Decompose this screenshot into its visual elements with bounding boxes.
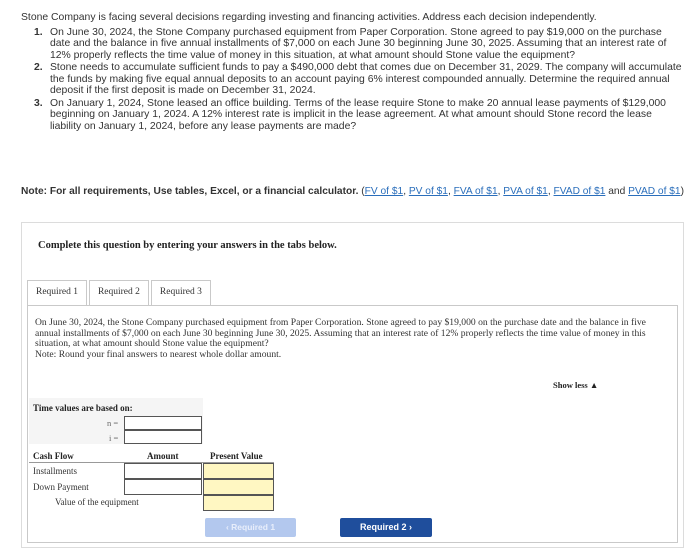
tab-required-2[interactable]: Required 2	[89, 280, 149, 305]
requirement-number: 2.	[34, 62, 43, 73]
requirement-text: Stone needs to accumulate sufficient funds to pay a $490,000 debt that comes due on December 31, 2029. The company will accumulate the funds by making five equal annual deposits to an account paying 6% interest compounded annually. Determine the required annual deposit if the first deposit is made on December 31, 2024.	[50, 62, 682, 96]
rounding-instruction: Note: Round your final answers to nearest whole dollar amount.	[35, 348, 282, 360]
requirement-number: 1.	[34, 26, 43, 38]
requirement-text: On June 30, 2024, the Stone Company purchased equipment from Paper Corporation. Stone agreed to pay $19,000 on the purchase date and the balance in five annual installments of $7,000 on each June 30 beginning June 30, 2025. Assuming that an interest rate of 12% properly reflects the time value of money in this situation, at what amount should Stone value the equipment?	[50, 26, 667, 61]
n-label: n =	[107, 418, 119, 428]
intro-text: Stone Company is facing several decisions regarding investing and financing activities. Address each decision independently.	[21, 12, 597, 23]
description-text: On June 30, 2024, the Stone Company purchased equipment from Paper Corporation. Stone agreed to pay $19,000 on the purchase date and the balance in five annual installments of $7,000 on each June 30 beginning June 30, 2025. Assuming that an interest rate of 12% properly reflects the time value of money in this situation, at what amount should Stone value the equipment?	[35, 317, 646, 349]
requirement-1	[21, 27, 686, 62]
requirement-number: 3.	[34, 97, 43, 109]
requirement-text: On January 1, 2024, Stone leased an office building. Terms of the lease require Stone to make 20 annual lease payments of $129,000 beginning on January 1, 2024. A 12% interest rate is implicit in the lease agreement. At what amount should Stone record the lease liability on January 1, 2024, before any lease payments are made?	[50, 97, 666, 132]
tab-required-1[interactable]: Required 1	[27, 280, 87, 305]
tables-note: Note: For all requirements, Use tables, Excel, or a financial calculator. (FV of $1, PV of $1, FVA of $1, PVA of $1, FVAD of $1 and PVAD of $1)	[21, 186, 684, 197]
link-pv[interactable]: PV of $1	[408, 186, 448, 197]
i-label: i =	[109, 433, 119, 443]
show-less-toggle[interactable]: Show less ▲	[553, 380, 599, 390]
link-fva[interactable]: FVA of $1	[453, 186, 498, 197]
problem-intro	[21, 12, 686, 133]
down-payment-amount-input[interactable]	[124, 479, 202, 495]
i-input[interactable]	[124, 430, 202, 444]
installments-pv-input[interactable]	[203, 463, 274, 479]
next-required-button[interactable]: Required 2 ›	[340, 518, 432, 537]
link-pvad[interactable]: PVAD of $1	[628, 186, 681, 197]
note-and: and	[608, 186, 626, 197]
link-fv[interactable]: FV of $1	[364, 186, 404, 197]
down-payment-pv-input[interactable]	[203, 479, 274, 495]
tab-required-3[interactable]: Required 3	[151, 280, 211, 305]
present-value-header: Present Value	[210, 451, 263, 461]
amount-header: Amount	[147, 451, 179, 461]
row-equipment-value-label: Value of the equipment	[55, 497, 139, 507]
row-down-payment-label: Down Payment	[33, 482, 89, 492]
time-values-header: Time values are based on:	[33, 403, 133, 413]
n-input[interactable]	[124, 416, 202, 430]
cash-flow-header: Cash Flow	[33, 451, 74, 461]
panel-title: Complete this question by entering your answers in the tabs below.	[38, 240, 337, 251]
requirement-description	[35, 318, 665, 360]
row-installments-label: Installments	[33, 466, 77, 476]
prev-required-button[interactable]: ‹ Required 1	[205, 518, 296, 537]
requirements-list	[21, 27, 686, 133]
equipment-value-input[interactable]	[203, 495, 274, 511]
link-fvad[interactable]: FVAD of $1	[553, 186, 606, 197]
tab-bar	[27, 280, 213, 305]
requirement-3	[21, 98, 686, 133]
requirement-2	[21, 62, 686, 97]
note-text: Note: For all requirements, Use tables, Excel, or a financial calculator.	[21, 186, 359, 197]
link-pva[interactable]: PVA of $1	[503, 186, 548, 197]
installments-amount-input[interactable]	[124, 463, 202, 479]
